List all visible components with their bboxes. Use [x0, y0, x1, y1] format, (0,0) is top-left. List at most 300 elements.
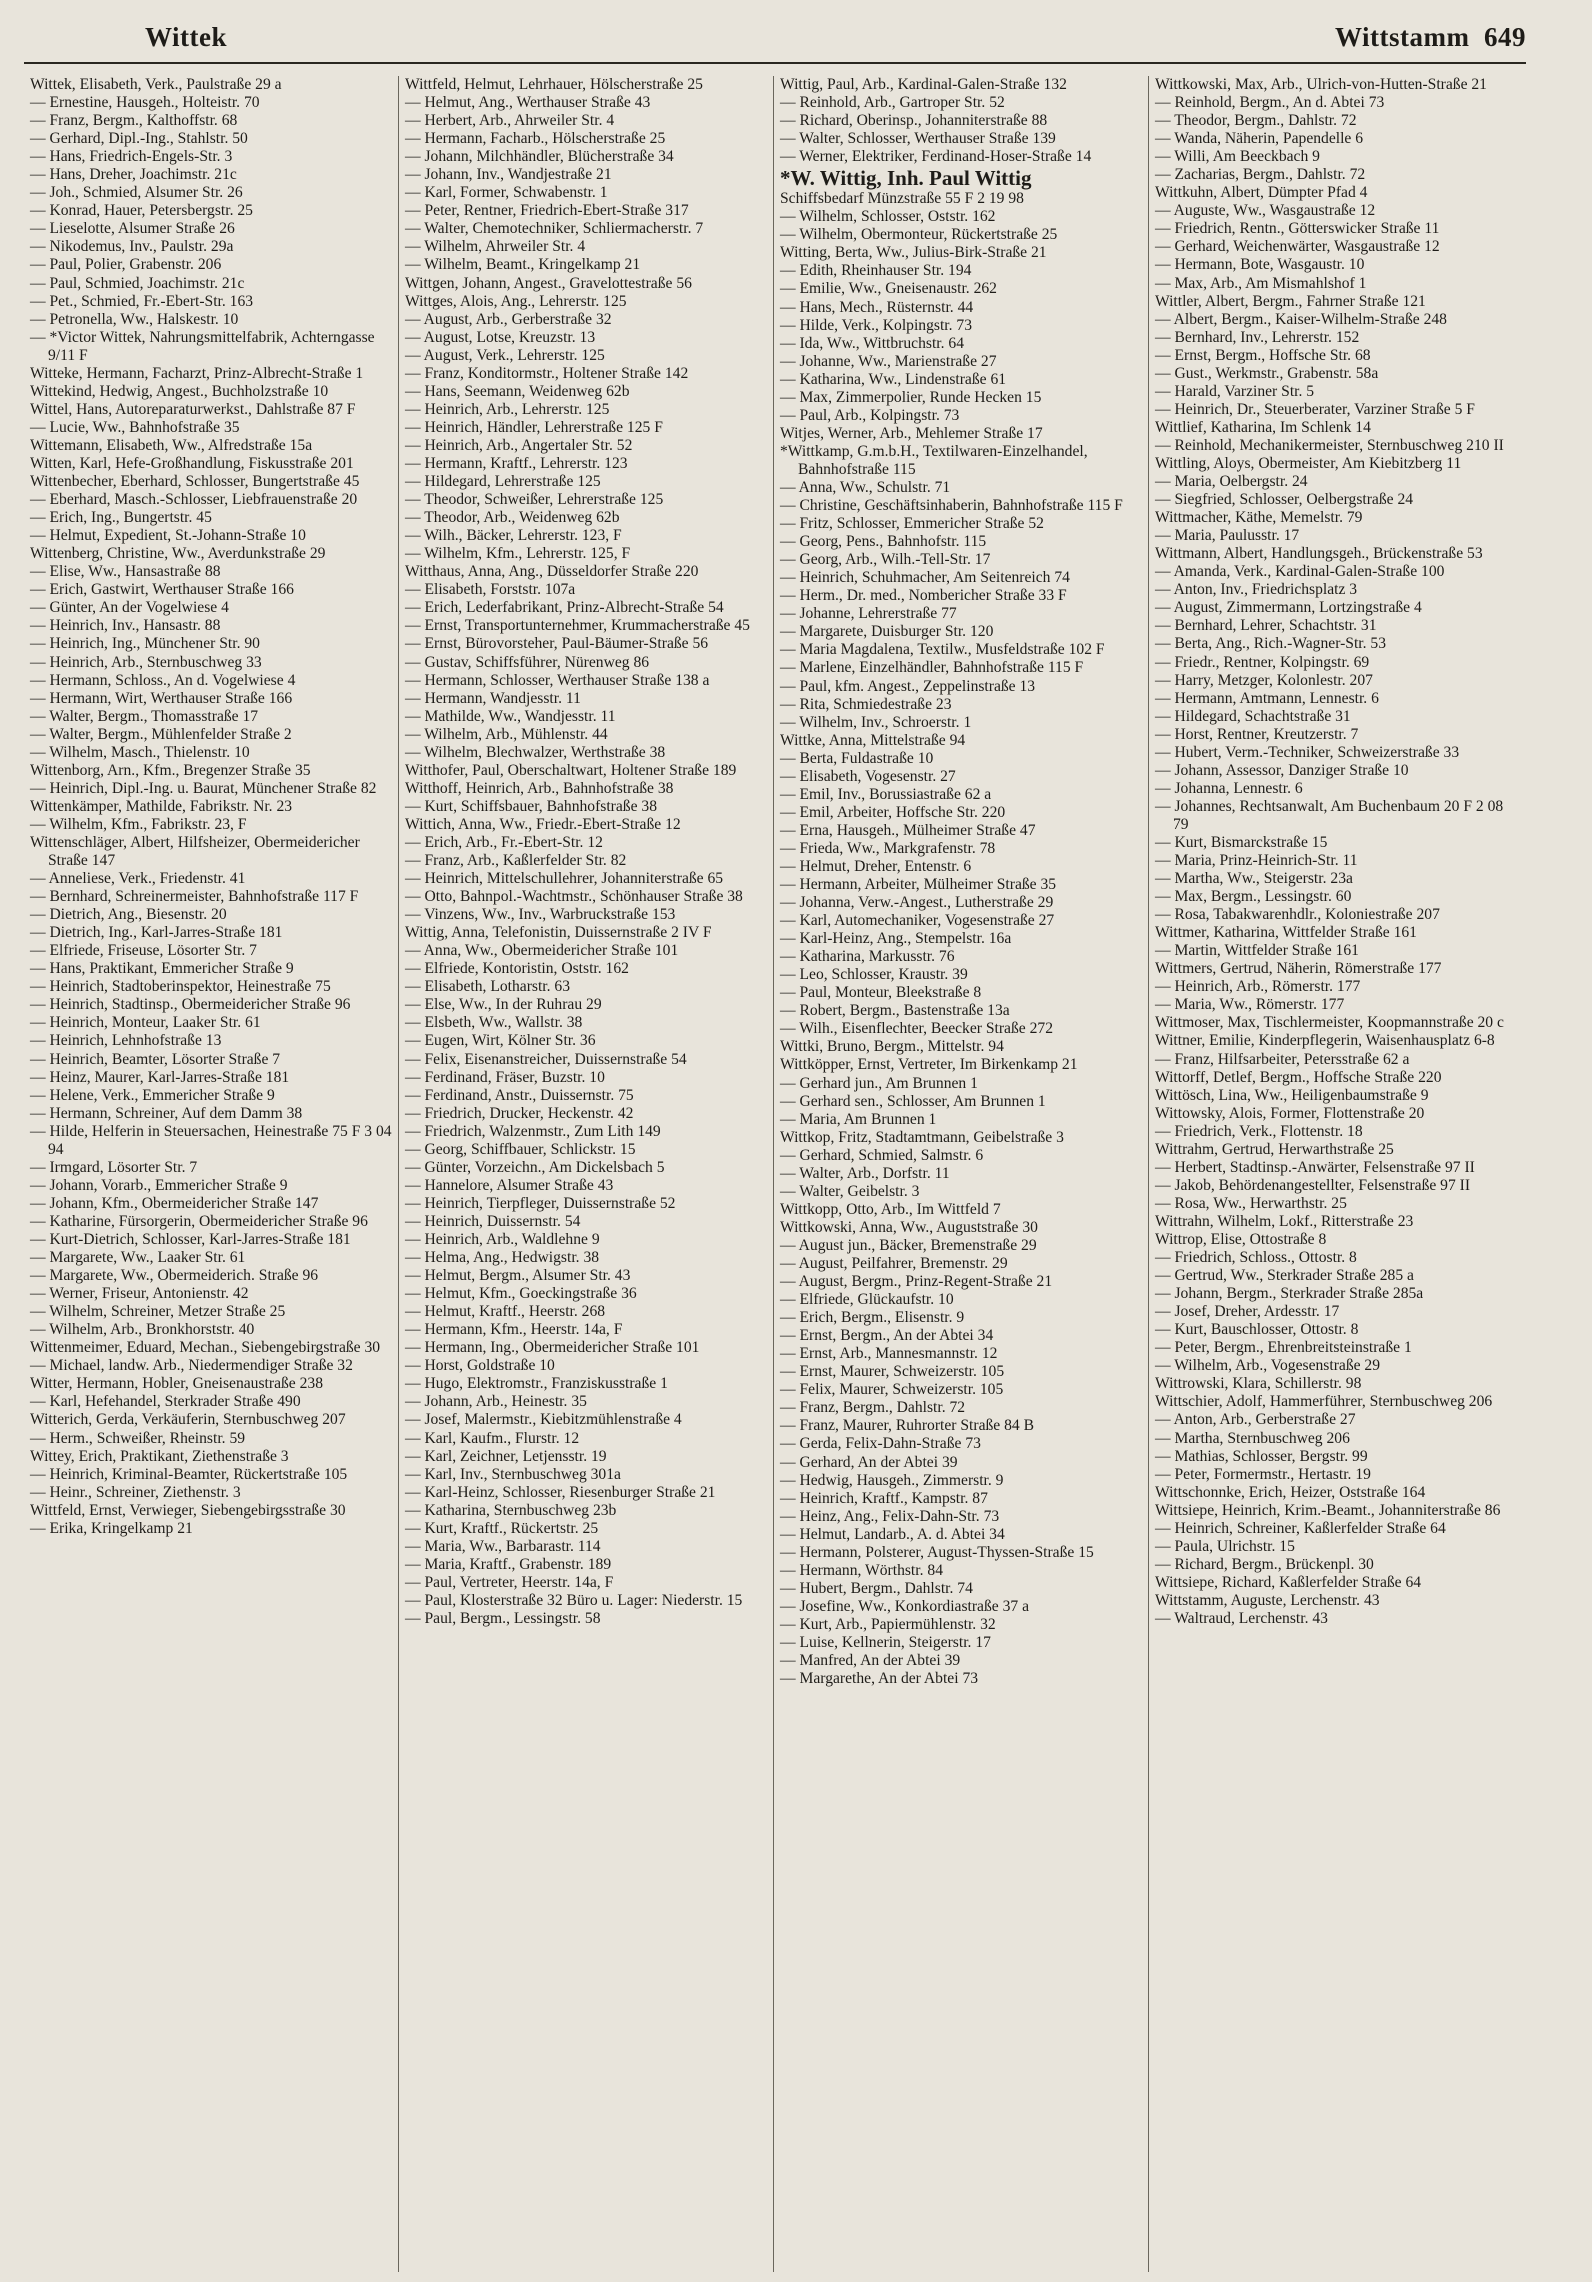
directory-entry: — Hermann, Schlosser, Werthauser Straße 138 a	[405, 671, 710, 689]
directory-entry: — Maria Magdalena, Textilw., Musfeldstraße 102 F	[780, 641, 1105, 659]
directory-entry: — Heinrich, Lehnhofstraße 13	[30, 1032, 222, 1050]
directory-entry: — Erich, Lederfabrikant, Prinz-Albrecht-Straße 54	[405, 599, 724, 617]
directory-entry: — Anna, Ww., Schulstr. 71	[780, 478, 951, 496]
directory-entry: — August, Bergm., Prinz-Regent-Straße 21	[780, 1273, 1053, 1291]
directory-entry: — Heinrich, Tierpfleger, Duissernstraße 52	[405, 1194, 676, 1212]
directory-entry: Wittfeld, Helmut, Lehrhauer, Hölscherstraße 25	[405, 76, 703, 93]
directory-entry: — Albert, Bergm., Kaiser-Wilhelm-Straße 248	[1155, 310, 1447, 328]
directory-entry: — Katharine, Fürsorgerin, Obermeidericher Straße 96	[30, 1212, 368, 1230]
directory-entry: — *Victor Wittek, Nahrungsmittelfabrik, Achterngasse 9/11 F	[30, 328, 375, 364]
directory-entry: — Rosa, Ww., Herwarthstr. 25	[1155, 1194, 1347, 1212]
directory-entry: — Franz, Konditormstr., Holtener Straße 142	[405, 364, 689, 382]
directory-entry: — Margarete, Ww., Laaker Str. 61	[30, 1249, 246, 1267]
directory-entry: — Heinrich, Schreiner, Kaßlerfelder Straße 64	[1155, 1519, 1446, 1537]
directory-entry: — Vinzens, Ww., Inv., Warbruckstraße 153	[405, 906, 676, 924]
directory-entry: Wittemann, Elisabeth, Ww., Alfredstraße 15a	[30, 436, 313, 454]
directory-entry: — Heinz, Ang., Felix-Dahn-Str. 73	[780, 1507, 1000, 1525]
directory-entry: — Fritz, Schlosser, Emmericher Straße 52	[780, 515, 1044, 533]
directory-entry: — Berta, Ang., Rich.-Wagner-Str. 53	[1155, 635, 1386, 653]
directory-entry: — Erika, Kringelkamp 21	[30, 1519, 193, 1537]
directory-entry: — Günter, Vorzeichn., Am Dickelsbach 5	[405, 1158, 665, 1176]
directory-entry: — Gustav, Schiffsführer, Nürenweg 86	[405, 653, 650, 671]
directory-entry: — Harry, Metzger, Kolonlestr. 207	[1155, 671, 1373, 689]
directory-entry: — Elisabeth, Forststr. 107a	[405, 581, 576, 599]
directory-entry: — Zacharias, Bergm., Dahlstr. 72	[1155, 166, 1366, 184]
directory-entry: Wittges, Alois, Ang., Lehrerstr. 125	[405, 292, 627, 310]
directory-entry: Wittenschläger, Albert, Hilfsheizer, Obermeidericher Straße 147	[30, 833, 360, 870]
directory-entry: Wittenberg, Christine, Ww., Averdunkstraße 29	[30, 545, 326, 563]
directory-entry: — Wanda, Näherin, Papendelle 6	[1155, 130, 1364, 148]
directory-entry: Wittenborg, Arn., Kfm., Bregenzer Straße 35	[30, 761, 311, 779]
directory-entry: — August, Peilfahrer, Bremenstr. 29	[780, 1255, 1008, 1272]
directory-entry: — Georg, Pens., Bahnhofstr. 115	[780, 533, 987, 551]
page-number: 649	[1484, 22, 1526, 52]
directory-entry: — Johann, Inv., Wandjestraße 21	[405, 166, 612, 184]
directory-entry: — Jakob, Behördenangestellter, Felsenstraße 97 II	[1155, 1176, 1471, 1194]
directory-entry: — Pet., Schmied, Fr.-Ebert-Str. 163	[30, 292, 254, 310]
directory-entry: Wittmacher, Käthe, Memelstr. 79	[1155, 509, 1363, 527]
directory-entry: — Herbert, Arb., Ahrweiler Str. 4	[405, 112, 615, 130]
directory-entry: — Franz, Maurer, Ruhrorter Straße 84 B	[780, 1417, 1035, 1435]
directory-entry: — Ferdinand, Fräser, Buzstr. 10	[405, 1068, 605, 1086]
directory-entry: *W. Wittig, Inh. Paul Wittig	[780, 166, 1032, 191]
directory-entry: — Margarete, Ww., Obermeiderich. Straße 96	[30, 1267, 319, 1285]
directory-entry: — Wilhelm, Schlosser, Oststr. 162	[780, 208, 996, 226]
directory-entry: — Karl-Heinz, Schlosser, Riesenburger Straße 21	[405, 1483, 716, 1501]
directory-entry: Wittler, Albert, Bergm., Fahrner Straße 121	[1155, 292, 1426, 310]
directory-entry: — Elsbeth, Ww., Wallstr. 38	[405, 1014, 583, 1032]
directory-entry: Witteke, Hermann, Facharzt, Prinz-Albrecht-Straße 1	[30, 364, 364, 382]
directory-entry: Wittki, Bruno, Bergm., Mittelstr. 94	[780, 1038, 1004, 1056]
directory-entry: — Heinrich, Beamter, Lösorter Straße 7	[30, 1050, 281, 1068]
directory-entry: — Wilhelm, Arb., Mühlenstr. 44	[405, 725, 608, 743]
directory-entry: — Gust., Werkmstr., Grabenstr. 58a	[1155, 364, 1379, 382]
directory-entry: — Heinrich, Arb., Römerstr. 177	[1155, 978, 1361, 996]
directory-entry: — Margarete, Duisburger Str. 120	[780, 623, 994, 641]
directory-entry: — Michael, landw. Arb., Niedermendiger Straße 32	[30, 1357, 353, 1375]
directory-entry: — Heinrich, Ing., Münchener Str. 90	[30, 635, 260, 653]
directory-entry: — Johanne, Lehrerstraße 77	[780, 605, 957, 623]
directory-entry: — Konrad, Hauer, Petersbergstr. 25	[30, 202, 253, 220]
directory-entry: Wittstamm, Auguste, Lerchenstr. 43	[1155, 1591, 1380, 1609]
directory-entry: — Ernst, Bergm., An der Abtei 34	[780, 1327, 994, 1345]
directory-entry: — Johanna, Verw.-Angest., Lutherstraße 29	[780, 894, 1054, 912]
directory-entry: — Helmut, Kraftf., Heerstr. 268	[405, 1303, 606, 1321]
directory-entry: — Gertrud, Ww., Sterkrader Straße 285 a	[1155, 1267, 1414, 1285]
column-4	[1149, 76, 1524, 2272]
directory-entry: — Nikodemus, Inv., Paulstr. 29a	[30, 238, 234, 256]
directory-entry: — Kurt, Bismarckstraße 15	[1155, 833, 1328, 851]
directory-entry: — Eugen, Wirt, Kölner Str. 36	[405, 1032, 596, 1050]
directory-entry: — Luise, Kellnerin, Steigerstr. 17	[780, 1633, 991, 1651]
directory-entry: — Bernhard, Lehrer, Schachtstr. 31	[1155, 617, 1377, 635]
directory-entry: — Maria, Oelbergstr. 24	[1155, 473, 1308, 491]
directory-entry: Wittenkämper, Mathilde, Fabrikstr. Nr. 23	[30, 797, 293, 815]
directory-entry: — Karl, Hefehandel, Sterkrader Straße 490	[30, 1393, 301, 1411]
directory-entry: — Wilhelm, Blechwalzer, Werthstraße 38	[405, 743, 666, 761]
directory-entry: Wittenbecher, Eberhard, Schlosser, Bungertstraße 45	[30, 473, 360, 491]
directory-entry: — Paul, Schmied, Joachimstr. 21c	[30, 274, 245, 292]
directory-entry: — Hermann, Kfm., Heerstr. 14a, F	[405, 1321, 623, 1339]
directory-entry: — Helma, Ang., Hedwigstr. 38	[405, 1249, 600, 1267]
directory-entry: — Johann, Vorarb., Emmericher Straße 9	[30, 1176, 288, 1194]
directory-entry: — Christine, Geschäftsinhaberin, Bahnhofstraße 115 F	[780, 497, 1123, 515]
directory-entry: — Heinrich, Arb., Sternbuschweg 33	[30, 653, 262, 671]
directory-entry: — Ernst, Transportunternehmer, Krummacherstraße 45	[405, 617, 750, 635]
directory-entry: — Manfred, An der Abtei 39	[780, 1652, 961, 1670]
directory-entry: — Theodor, Bergm., Dahlstr. 72	[1155, 112, 1357, 130]
directory-entry: — Ernst, Arb., Mannesmannstr. 12	[780, 1345, 998, 1363]
directory-entry: Wittmoser, Max, Tischlermeister, Koopmannstraße 20 c	[1155, 1014, 1504, 1032]
directory-entry: — Otto, Bahnpol.-Wachtmstr., Schönhauser Straße 38	[405, 888, 743, 906]
directory-entry: — Franz, Bergm., Kalthoffstr. 68	[30, 112, 238, 130]
directory-entry: — Gerhard, Dipl.-Ing., Stahlstr. 50	[30, 130, 248, 148]
directory-entry: — Friedrich, Rentn., Götterswicker Straße 11	[1155, 220, 1440, 238]
directory-entry: — Paul, Arb., Kolpingstr. 73	[780, 406, 960, 424]
directory-entry: Wittig, Paul, Arb., Kardinal-Galen-Straße 132	[780, 76, 1067, 93]
directory-entry: — Karl, Inv., Sternbuschweg 301a	[405, 1465, 621, 1483]
directory-entry: — Maria, Ww., Römerstr. 177	[1155, 996, 1345, 1014]
directory-entry: — Erna, Hausgeh., Mülheimer Straße 47	[780, 821, 1036, 839]
directory-entry: — Johann, Assessor, Danziger Straße 10	[1155, 761, 1409, 779]
directory-entry: — Paul, Klosterstraße 32 Büro u. Lager: Niederstr. 15	[405, 1591, 743, 1609]
directory-entry: — Hans, Seemann, Weidenweg 62b	[405, 382, 630, 400]
directory-entry: Wittfeld, Ernst, Verwieger, Siebengebirgsstraße 30	[30, 1501, 346, 1519]
directory-entry: — Emil, Inv., Borussiastraße 62 a	[780, 785, 992, 803]
directory-entry: — Elisabeth, Vogesenstr. 27	[780, 767, 956, 785]
directory-entry: Wittel, Hans, Autoreparaturwerkst., Dahlstraße 87 F	[30, 400, 356, 418]
directory-entry: — Heinz, Maurer, Karl-Jarres-Straße 181	[30, 1068, 290, 1086]
directory-entry: — Siegfried, Schlosser, Oelbergstraße 24	[1155, 491, 1414, 509]
directory-entry: — Hugo, Elektromstr., Franziskusstraße 1	[405, 1375, 668, 1393]
directory-entry: — Friedrich, Drucker, Heckenstr. 42	[405, 1104, 634, 1122]
directory-entry: — Werner, Elektriker, Ferdinand-Hoser-Straße 14	[780, 148, 1092, 166]
directory-entry: Wittkowski, Max, Arb., Ulrich-von-Hutten-Straße 21	[1155, 76, 1487, 93]
directory-entry: Wittek, Elisabeth, Verk., Paulstraße 29 a	[30, 76, 282, 93]
directory-entry: Wittey, Erich, Praktikant, Ziethenstraße 3	[30, 1447, 289, 1465]
directory-entry: — Wilhelm, Kfm., Lehrerstr. 125, F	[405, 545, 631, 563]
directory-entry: — Hubert, Bergm., Dahlstr. 74	[780, 1579, 973, 1597]
directory-entry: — Maria, Ww., Barbarastr. 114	[405, 1537, 601, 1555]
directory-entry: Wittkop, Fritz, Stadtamtmann, Geibelstraße 3	[780, 1128, 1064, 1146]
directory-entry: — Horst, Goldstraße 10	[405, 1357, 555, 1375]
directory-entry: — Paul, Vertreter, Heerstr. 14a, F	[405, 1573, 614, 1591]
directory-entry: — Johanne, Ww., Marienstraße 27	[780, 352, 997, 370]
directory-entry: — Elise, Ww., Hansastraße 88	[30, 563, 221, 581]
directory-entry: — August, Lotse, Kreuzstr. 13	[405, 328, 596, 346]
directory-entry: Wittösch, Lina, Ww., Heiligenbaumstraße 9	[1155, 1086, 1429, 1104]
directory-entry: Wittenmeimer, Eduard, Mechan., Siebengebirgstraße 30	[30, 1339, 381, 1357]
directory-entry: Schiffsbedarf Münzstraße 55 F 2 19 98	[780, 190, 1024, 208]
directory-entry: — Anton, Inv., Friedrichsplatz 3	[1155, 581, 1358, 599]
directory-entry: — Heinrich, Duissernstr. 54	[405, 1212, 581, 1230]
directory-entry: — Helmut, Landarb., A. d. Abtei 34	[780, 1525, 1005, 1543]
directory-entry: — Max, Arb., Am Mismahlshof 1	[1155, 274, 1367, 292]
directory-entry: — Hans, Friedrich-Engels-Str. 3	[30, 148, 233, 166]
directory-entry: Wittrahm, Gertrud, Herwarthstraße 25	[1155, 1140, 1394, 1158]
directory-entry: — Kurt, Schiffsbauer, Bahnhofstraße 38	[405, 797, 657, 815]
directory-entry: — Maria, Paulusstr. 17	[1155, 527, 1300, 545]
directory-entry: — Erich, Bergm., Elisenstr. 9	[780, 1309, 965, 1327]
directory-entry: — Helmut, Dreher, Entenstr. 6	[780, 857, 972, 875]
directory-entry: — Friedrich, Verk., Flottenstr. 18	[1155, 1122, 1363, 1140]
directory-entry: — Emilie, Ww., Gneisenaustr. 262	[780, 280, 997, 298]
directory-entry: — Hildegard, Lehrerstraße 125	[405, 473, 601, 491]
directory-entry: — Gerhard, An der Abtei 39	[780, 1453, 958, 1471]
directory-entry: — Gerhard, Schmied, Salmstr. 6	[780, 1146, 984, 1164]
directory-entry: Wittich, Anna, Ww., Friedr.-Ebert-Straße 12	[405, 815, 681, 833]
directory-entry: — Harald, Varziner Str. 5	[1155, 382, 1315, 400]
directory-entry: — Hermann, Bote, Wasgaustr. 10	[1155, 256, 1365, 274]
directory-entry: — Gerda, Felix-Dahn-Straße 73	[780, 1435, 981, 1453]
directory-entry: — Felix, Maurer, Schweizerstr. 105	[780, 1381, 1004, 1399]
directory-entry: — Theodor, Schweißer, Lehrerstraße 125	[405, 491, 664, 509]
directory-entry: — Elfriede, Friseuse, Lösorter Str. 7	[30, 942, 257, 960]
directory-entry: Wittrowski, Klara, Schillerstr. 98	[1155, 1375, 1362, 1393]
directory-entry: — Ernestine, Hausgeh., Holteistr. 70	[30, 94, 260, 112]
directory-entry: — Franz, Arb., Kaßlerfelder Str. 82	[405, 852, 627, 870]
directory-entry: — Johanna, Lennestr. 6	[1155, 779, 1303, 797]
directory-entry: Wittekind, Hedwig, Angest., Buchholzstraße 10	[30, 382, 329, 400]
directory-entry: — Auguste, Ww., Wasgaustraße 12	[1155, 202, 1376, 220]
directory-entry: — Johann, Kfm., Obermeidericher Straße 147	[30, 1194, 319, 1212]
directory-entry: — Walter, Chemotechniker, Schliermacherstr. 7	[405, 220, 704, 238]
directory-entry: — Hermann, Schreiner, Auf dem Damm 38	[30, 1104, 303, 1122]
directory-entry: Wittsiepe, Richard, Kaßlerfelder Straße 64	[1155, 1573, 1422, 1591]
directory-entry: Wittlief, Katharina, Im Schlenk 14	[1155, 418, 1371, 436]
directory-entry: — Katharina, Sternbuschweg 23b	[405, 1501, 617, 1519]
header-rule	[24, 62, 1526, 64]
directory-entry: — Karl, Zeichner, Letjensstr. 19	[405, 1447, 607, 1465]
directory-entry: — Hermann, Arbeiter, Mülheimer Straße 35	[780, 876, 1057, 894]
directory-entry: — Hermann, Schloss., An d. Vogelwiese 4	[30, 671, 296, 689]
directory-entry: Wittorff, Detlef, Bergm., Hoffsche Straße 220	[1155, 1068, 1442, 1086]
directory-entry: — Helmut, Ang., Werthauser Straße 43	[405, 94, 651, 112]
directory-entry: — Wilhelm, Beamt., Kringelkamp 21	[405, 256, 641, 274]
directory-entry: — Anton, Arb., Gerberstraße 27	[1155, 1411, 1356, 1429]
directory-entry: Wittschonnke, Erich, Heizer, Oststraße 164	[1155, 1483, 1426, 1501]
directory-entry: — Heinrich, Arb., Angertaler Str. 52	[405, 436, 633, 454]
directory-entry: — Elisabeth, Lotharstr. 63	[405, 978, 571, 996]
directory-entry: — Maria, Am Brunnen 1	[780, 1110, 937, 1128]
directory-entry: — Kurt, Bauschlosser, Ottostr. 8	[1155, 1321, 1359, 1339]
directory-entry: Wittmann, Albert, Handlungsgeh., Brückenstraße 53	[1155, 545, 1483, 563]
directory-entry: — Herm., Schweißer, Rheinstr. 59	[30, 1429, 246, 1447]
directory-entry: — Hermann, Wörthstr. 84	[780, 1561, 943, 1579]
directory-entry: — Hermann, Wandjesstr. 11	[405, 689, 581, 707]
directory-entry: — Hermann, Kraftf., Lehrerstr. 123	[405, 454, 628, 472]
directory-entry: Wittner, Emilie, Kinderpflegerin, Waisenhausplatz 6-8	[1155, 1032, 1495, 1050]
directory-entry: — Walter, Geibelstr. 3	[780, 1182, 920, 1200]
right-running-head	[1335, 22, 1526, 53]
directory-entry: — Katharina, Markusstr. 76	[780, 948, 955, 966]
directory-entry: — Werner, Friseur, Antonienstr. 42	[30, 1285, 249, 1303]
directory-entry: — Friedr., Rentner, Kolpingstr. 69	[1155, 653, 1370, 671]
directory-entry: Witting, Berta, Ww., Julius-Birk-Straße 21	[780, 244, 1047, 262]
directory-entry: — Helmut, Expedient, St.-Johann-Straße 10	[30, 527, 306, 545]
directory-entry: — Hermann, Wirt, Werthauser Straße 166	[30, 689, 293, 707]
page-header	[0, 0, 1592, 64]
directory-entry: — Waltraud, Lerchenstr. 43	[1155, 1609, 1328, 1627]
directory-entry: — Dietrich, Ing., Karl-Jarres-Straße 181	[30, 924, 283, 942]
directory-entry: — Herbert, Stadtinsp.-Anwärter, Felsenstraße 97 II	[1155, 1158, 1475, 1176]
directory-columns	[24, 76, 1526, 2272]
directory-entry: — Hedwig, Hausgeh., Zimmerstr. 9	[780, 1471, 1004, 1489]
directory-entry: — Bernhard, Schreinermeister, Bahnhofstraße 117 F	[30, 888, 359, 906]
left-running-head: Wittek	[145, 22, 227, 52]
directory-entry: — Hermann, Ing., Obermeidericher Straße 101	[405, 1339, 700, 1357]
directory-entry: — August, Zimmermann, Lortzingstraße 4	[1155, 599, 1422, 617]
directory-entry: — Wilhelm, Arb., Vogesenstraße 29	[1155, 1357, 1381, 1375]
directory-entry: — Karl, Former, Schwabenstr. 1	[405, 184, 608, 202]
directory-entry: — Walter, Bergm., Thomasstraße 17	[30, 707, 259, 725]
directory-entry: — Paula, Ulrichstr. 15	[1155, 1537, 1295, 1555]
directory-entry: — Horst, Rentner, Kreutzerstr. 7	[1155, 725, 1359, 743]
directory-entry: — Ernst, Maurer, Schweizerstr. 105	[780, 1363, 1005, 1381]
directory-entry: — Wilhelm, Schreiner, Metzer Straße 25	[30, 1303, 286, 1321]
directory-entry: — Paul, Polier, Grabenstr. 206	[30, 256, 222, 274]
directory-entry: — Peter, Formermstr., Hertastr. 19	[1155, 1465, 1371, 1483]
directory-entry: *Wittkamp, G.m.b.H., Textilwaren-Einzelhandel, Bahnhofstraße 115	[780, 442, 1088, 478]
directory-entry: — Wilhelm, Inv., Schroerstr. 1	[780, 713, 972, 731]
directory-entry: — Wilh., Bäcker, Lehrerstr. 123, F	[405, 527, 622, 545]
directory-entry: — Hermann, Polsterer, August-Thyssen-Straße 15	[780, 1543, 1094, 1561]
directory-entry: — Mathias, Schlosser, Bergstr. 99	[1155, 1447, 1368, 1465]
directory-entry: — Ida, Ww., Wittbruchstr. 64	[780, 334, 965, 352]
directory-entry: — Wilh., Eisenflechter, Beecker Straße 272	[780, 1020, 1053, 1038]
directory-entry: — Hannelore, Alsumer Straße 43	[405, 1176, 614, 1194]
directory-entry: — Walter, Arb., Dorfstr. 11	[780, 1164, 950, 1182]
directory-entry: Wittig, Anna, Telefonistin, Duissernstraße 2 IV F	[405, 924, 712, 942]
directory-entry: — Hermann, Facharb., Hölscherstraße 25	[405, 130, 666, 148]
directory-entry: — Hildegard, Schachtstraße 31	[1155, 707, 1351, 725]
directory-entry: — Max, Bergm., Lessingstr. 60	[1155, 888, 1352, 906]
directory-entry: Wittkuhn, Albert, Dümpter Pfad 4	[1155, 184, 1368, 202]
directory-entry: Witterich, Gerda, Verkäuferin, Sternbuschweg 207	[30, 1411, 346, 1429]
directory-entry: — Helmut, Kfm., Goeckingstraße 36	[405, 1285, 637, 1303]
directory-entry: Witthofer, Paul, Oberschaltwart, Holtener Straße 189	[405, 761, 737, 779]
directory-entry: — Max, Zimmerpolier, Runde Hecken 15	[780, 388, 1042, 406]
directory-entry: — Erich, Arb., Fr.-Ebert-Str. 12	[405, 833, 603, 851]
directory-entry: — Günter, An der Vogelwiese 4	[30, 599, 229, 617]
directory-entry: — Gerhard jun., Am Brunnen 1	[780, 1074, 978, 1092]
directory-entry: Wittgen, Johann, Angest., Gravelottestraße 56	[405, 274, 692, 292]
directory-entry: — Lucie, Ww., Bahnhofstraße 35	[30, 418, 240, 436]
directory-entry: — Friedrich, Walzenmstr., Zum Lith 149	[405, 1122, 661, 1140]
directory-entry: — Elfriede, Kontoristin, Oststr. 162	[405, 960, 629, 978]
directory-entry: Wittschier, Adolf, Hammerführer, Sternbuschweg 206	[1155, 1393, 1493, 1411]
directory-entry: — Johannes, Rechtsanwalt, Am Buchenbaum 20 F 2 08 79	[1155, 797, 1504, 833]
directory-entry: — Hans, Praktikant, Emmericher Straße 9	[30, 960, 294, 978]
directory-entry: — Karl-Heinz, Ang., Stempelstr. 16a	[780, 930, 1012, 948]
directory-entry: — Gerhard, Weichenwärter, Wasgaustraße 12	[1155, 238, 1440, 256]
directory-entry: — Heinrich, Arb., Lehrerstr. 125	[405, 400, 610, 418]
directory-entry: — Wilhelm, Kfm., Fabrikstr. 23, F	[30, 815, 247, 833]
directory-entry: Witthoff, Heinrich, Arb., Bahnhofstraße 38	[405, 779, 674, 797]
directory-entry: Witter, Hermann, Hobler, Gneisenaustraße 238	[30, 1375, 324, 1393]
directory-entry: — Wilhelm, Masch., Thielenstr. 10	[30, 743, 250, 761]
directory-entry: — Kurt-Dietrich, Schlosser, Karl-Jarres-Straße 181	[30, 1231, 351, 1248]
directory-entry: — Heinrich, Inv., Hansastr. 88	[30, 617, 221, 635]
directory-entry: — Reinhold, Arb., Gartroper Str. 52	[780, 94, 1005, 112]
directory-entry: — August jun., Bäcker, Bremenstraße 29	[780, 1236, 1037, 1254]
column-1	[24, 76, 399, 2272]
directory-entry: — Edith, Rheinhauser Str. 194	[780, 262, 972, 280]
directory-entry: — Dietrich, Ang., Biesenstr. 20	[30, 906, 227, 924]
directory-entry: — Ferdinand, Anstr., Duissernstr. 75	[405, 1086, 634, 1104]
directory-entry: — Frieda, Ww., Markgrafenstr. 78	[780, 839, 996, 857]
directory-entry: — Irmgard, Lösorter Str. 7	[30, 1158, 198, 1176]
directory-entry: — Martha, Sternbuschweg 206	[1155, 1429, 1350, 1447]
directory-entry: — Felix, Eisenanstreicher, Duissernstraße 54	[405, 1050, 687, 1068]
directory-entry: Wittkowski, Anna, Ww., Auguststraße 30	[780, 1218, 1038, 1236]
directory-entry: — Johann, Arb., Heinestr. 35	[405, 1393, 587, 1411]
directory-entry: — Marlene, Einzelhändler, Bahnhofstraße 115 F	[780, 659, 1084, 677]
directory-entry: — Anna, Ww., Obermeidericher Straße 101	[405, 942, 679, 960]
directory-entry: — Josef, Dreher, Ardesstr. 17	[1155, 1303, 1340, 1321]
directory-entry: — Margarethe, An der Abtei 73	[780, 1670, 979, 1688]
directory-entry: Wittkopp, Otto, Arb., Im Wittfeld 7	[780, 1200, 1001, 1218]
directory-entry: — Franz, Hilfsarbeiter, Petersstraße 62 a	[1155, 1050, 1410, 1068]
directory-entry: — Heinrich, Kraftf., Kampstr. 87	[780, 1489, 988, 1507]
directory-entry: — Rosa, Tabakwarenhdlr., Koloniestraße 207	[1155, 906, 1440, 924]
directory-entry: — Ernst, Bürovorsteher, Paul-Bäumer-Straße 56	[405, 635, 709, 653]
directory-entry: — Maria, Kraftf., Grabenstr. 189	[405, 1555, 612, 1573]
directory-entry: — Heinrich, Dipl.-Ing. u. Baurat, Münchener Straße 82	[30, 779, 377, 797]
directory-entry: — Richard, Oberinsp., Johanniterstraße 88	[780, 112, 1048, 130]
directory-entry: — Wilhelm, Arb., Bronkhorststr. 40	[30, 1321, 255, 1339]
directory-entry: — Wilhelm, Ahrweiler Str. 4	[405, 238, 586, 256]
directory-entry: — Helmut, Bergm., Alsumer Str. 43	[405, 1267, 631, 1285]
directory-entry: Wittköpper, Ernst, Vertreter, Im Birkenkamp 21	[780, 1056, 1078, 1074]
directory-entry: Wittsiepe, Heinrich, Krim.-Beamt., Johanniterstraße 86	[1155, 1501, 1501, 1519]
directory-entry: — Peter, Rentner, Friedrich-Ebert-Straße 317	[405, 202, 689, 220]
directory-entry: — Erich, Gastwirt, Werthauser Straße 166	[30, 581, 294, 599]
directory-entry: — Heinr., Schreiner, Ziethenstr. 3	[30, 1483, 241, 1501]
directory-entry: — Leo, Schlosser, Kraustr. 39	[780, 966, 968, 984]
directory-entry: — Bernhard, Inv., Lehrerstr. 152	[1155, 328, 1360, 346]
directory-entry: — Berta, Fuldastraße 10	[780, 749, 934, 767]
directory-entry: — Emil, Arbeiter, Hoffsche Str. 220	[780, 803, 1006, 821]
directory-entry: — Helene, Verk., Emmericher Straße 9	[30, 1086, 275, 1104]
directory-entry: — Else, Ww., In der Ruhrau 29	[405, 996, 602, 1014]
directory-entry: — Franz, Bergm., Dahlstr. 72	[780, 1399, 966, 1417]
directory-entry: — Johann, Bergm., Sterkrader Straße 285a	[1155, 1285, 1424, 1303]
directory-entry: — Amanda, Verk., Kardinal-Galen-Straße 100	[1155, 563, 1445, 581]
directory-entry: — Josefine, Ww., Konkordiastraße 37 a	[780, 1597, 1030, 1615]
directory-entry: — Rita, Schmiedestraße 23	[780, 695, 952, 713]
directory-entry: — Hubert, Verm.-Techniker, Schweizerstraße 33	[1155, 743, 1460, 761]
directory-entry: — Peter, Bergm., Ehrenbreitsteinstraße 1	[1155, 1339, 1412, 1357]
directory-entry: — Willi, Am Beeckbach 9	[1155, 148, 1320, 166]
directory-entry: — Josef, Malermstr., Kiebitzmühlenstraße 4	[405, 1411, 682, 1429]
directory-entry: Witten, Karl, Hefe-Großhandlung, Fiskusstraße 201	[30, 454, 354, 472]
directory-entry: — Hilde, Helferin in Steuersachen, Heinestraße 75 F 3 04 94	[30, 1122, 392, 1158]
directory-entry: — Kurt, Kraftf., Rückertstr. 25	[405, 1519, 599, 1537]
directory-entry: — Robert, Bergm., Bastenstraße 13a	[780, 1002, 1010, 1020]
directory-entry: — Walter, Schlosser, Werthauser Straße 139	[780, 130, 1056, 148]
directory-entry: — Martin, Wittfelder Straße 161	[1155, 942, 1359, 960]
directory-entry: — Joh., Schmied, Alsumer Str. 26	[30, 184, 243, 202]
directory-entry: — Kurt, Arb., Papiermühlenstr. 32	[780, 1615, 996, 1633]
directory-entry: — Heinrich, Arb., Waldlehne 9	[405, 1231, 600, 1248]
directory-entry: — August, Verk., Lehrerstr. 125	[405, 346, 605, 364]
directory-entry: — Gerhard sen., Schlosser, Am Brunnen 1	[780, 1092, 1046, 1110]
directory-entry: Wittmer, Katharina, Wittfelder Straße 161	[1155, 924, 1417, 942]
directory-entry: — Hans, Mech., Rüsternstr. 44	[780, 298, 974, 316]
directory-entry: — Richard, Bergm., Brückenpl. 30	[1155, 1555, 1374, 1573]
column-3	[774, 76, 1149, 2272]
